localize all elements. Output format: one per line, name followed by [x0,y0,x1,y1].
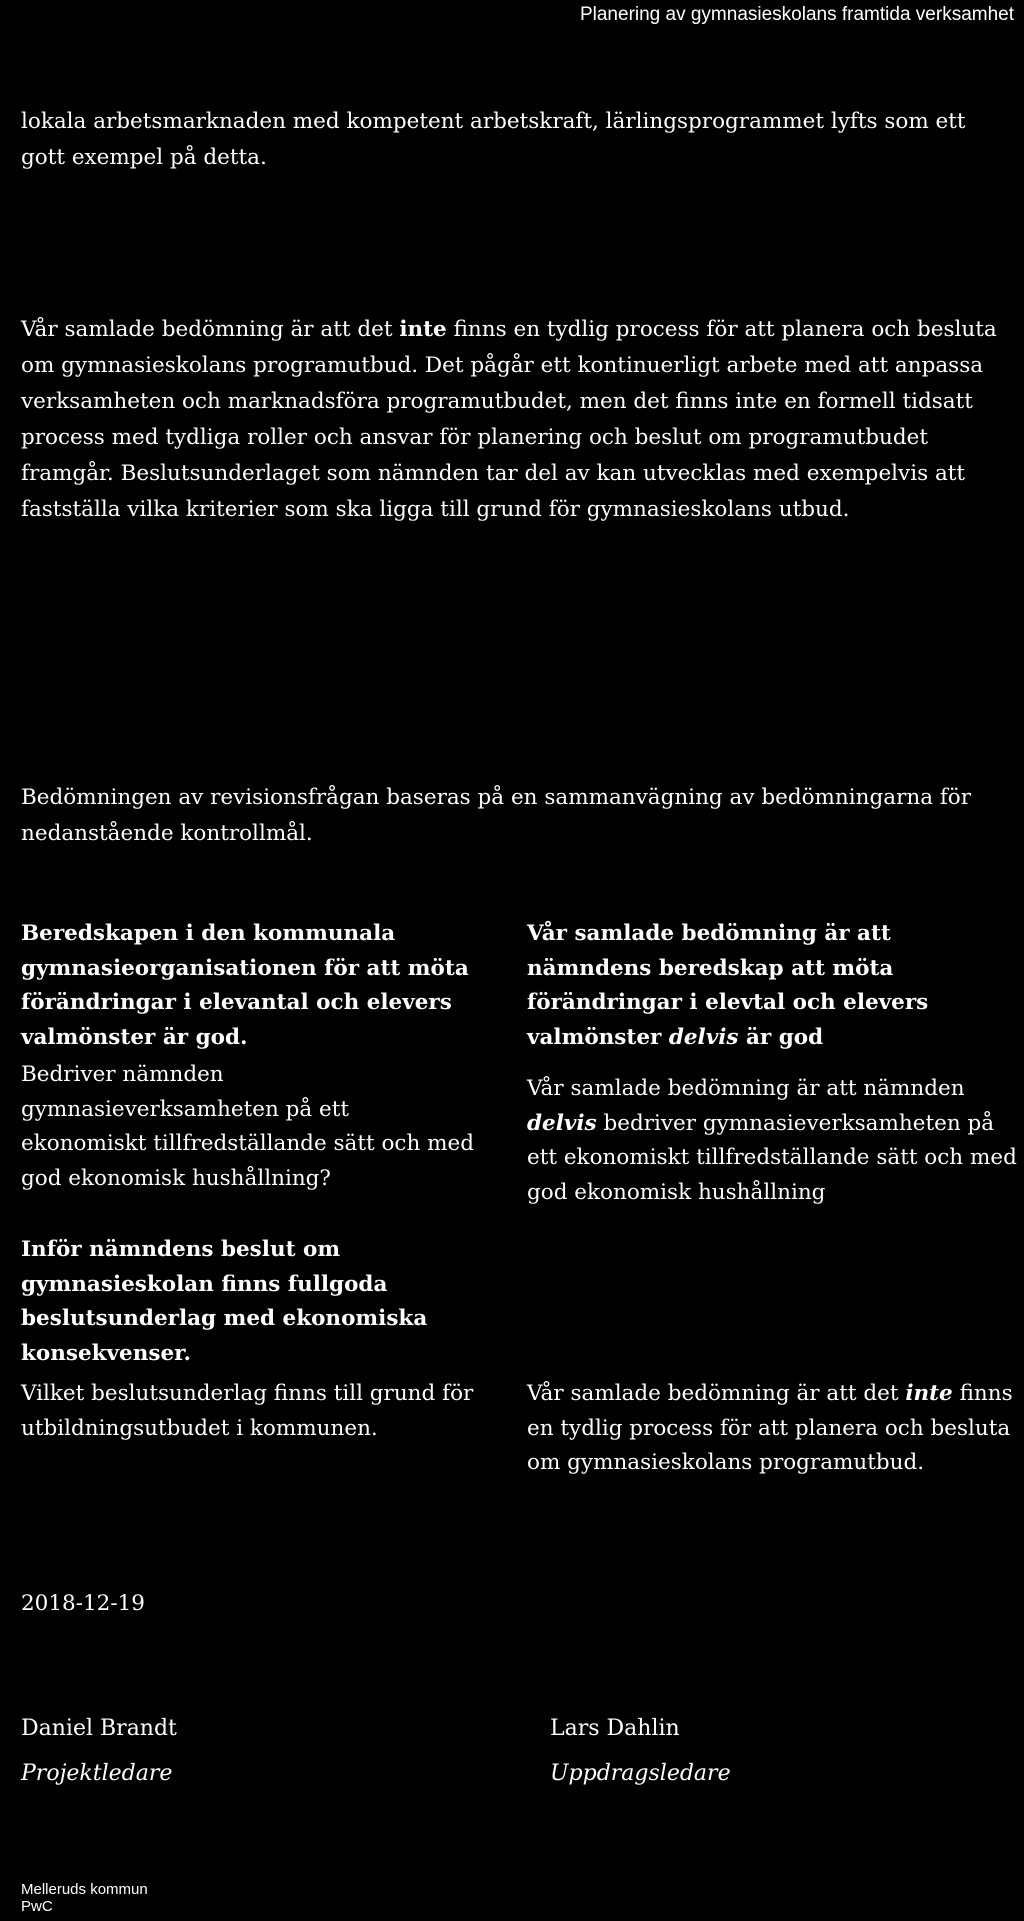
footer-company: PwC [21,1898,53,1915]
control-goal-2: Bedriver nämnden gymnasieverksamheten på ett ekonomiskt tillfredställande sätt och med god ekonomisk hushållning? [21,1062,475,1191]
signature-role-2: Uppdragsledare [550,1761,731,1786]
assessment-1: Vår samlade bedömning är att nämndens beredskap att möta förändringar i elevtal och elevers valmönster delvis är god [527,921,929,1050]
footer [21,1881,148,1915]
report-date: 2018-12-19 [21,1591,145,1616]
intro-paragraph: lokala arbetsmarknaden med kompetent arbetskraft, lärlingsprogrammet lyfts som ett gott exempel på detta. [21,109,966,170]
emphasis-inte: inte [905,1381,953,1406]
emphasis-inte: inte [399,317,447,342]
assessment-2: Vår samlade bedömning är att nämnden delvis bedriver gymnasieverksamheten på ett ekonomiskt tillfredställande sätt och med god ekonomisk hushållning [527,1076,1017,1205]
emphasis-delvis: delvis [668,1024,739,1050]
assessment-paragraph: Vår samlade bedömning är att det inte finns en tydlig process för att planera och besluta om gymnasieskolans programutbud. Det pågår ett kontinuerligt arbete med att anpassa verksamheten och marknadsföra programutbudet, men det finns inte en formell tidsatt process med tydliga roller och ansvar för planering och beslut om programutbudet framgår. Beslutsunderlaget som nämnden tar del av kan utvecklas med exempelvis att fastställa vilka kriterier som ska ligga till grund för gymnasieskolans utbud. [21,317,997,522]
summary-paragraph: Bedömningen av revisionsfrågan baseras på en sammanvägning av bedömningarna för nedanstående kontrollmål. [21,785,972,846]
signature-name-1: Daniel Brandt [21,1716,177,1741]
signature-role-1: Projektledare [21,1761,173,1786]
footer-municipality: Melleruds kommun [21,1881,148,1898]
page-header: Planering av gymnasieskolans framtida verksamhet [579,4,1014,25]
assessment-3: Vår samlade bedömning är att det inte finns en tydlig process för att planera och besluta om gymnasieskolans programutbud. [527,1381,1013,1475]
emphasis-delvis: delvis [527,1110,597,1136]
control-question-3: Vilket beslutsunderlag finns till grund för utbildningsutbudet i kommunen. [21,1381,474,1441]
control-goal-1: Beredskapen i den kommunala gymnasieorganisationen för att möta förändringar i elevantal och elevers valmönster är god. [21,921,469,1050]
control-goal-3: Inför nämndens beslut om gymnasieskolan finns fullgoda beslutsunderlag med ekonomiska konsekvenser. [21,1237,428,1366]
signature-name-2: Lars Dahlin [550,1716,680,1741]
